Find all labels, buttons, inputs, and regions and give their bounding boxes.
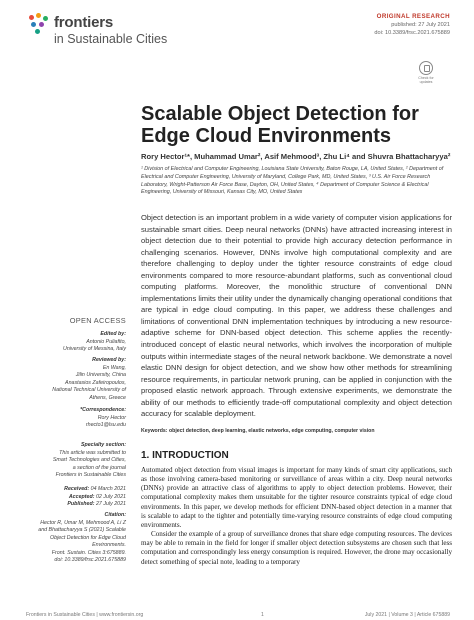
journal-logo[interactable] (26, 11, 168, 51)
keywords-list: object detection, deep learning, elastic networks, edge computing, computer vision (168, 428, 375, 434)
reviewer-line: Jilin University, China (75, 372, 126, 378)
citation-doi[interactable]: doi: 10.3389/frsc.2021.675889 (54, 557, 126, 563)
citation-line: Hector R, Umar M, Mehmood A, Li Z (40, 519, 126, 526)
citation-line: Front. Sustain. Cities 3:675889. (51, 549, 126, 556)
received-label: Received: (64, 486, 90, 492)
abstract: Object detection is an important problem in a wide variety of computer vision applications for sustainable smart cities. Deep neural networks (DNNs) have attracted increasing interest in object detection due to their potential to provide high accuracy detection performance in challenging scenarios. However, DNNs involve high computational complexity and are therefore challenging to deploy under the tighter resource constraints of edge cloud environments compared to more resource-abundant platforms, such as conventional cloud computing platforms. Moreover, the monolithic structure of conventional DNN implementations limits their utility under the dynamically changing operational conditions that are typical in edge cloud computing. In this paper, we address these challenges and limitations of conventional DNN implementation techniques by introducing a new resource-adaptive scheme for DNN-based object detection. This scheme applies the recently-introduced concept of elastic neural networks, which involves the incorporation of multiple outputs within intermediate stages of the neural network backbone. We demonstrate a novel elastic DNN design for object detection, and we show how other methods for streamlining resource requirements, in particular network pruning, can be applied in conjunction with the proposed elastic network approach. Through extensive experiments, we demonstrate the ability of our methods to efficiently trade-off computational complexity and object detection accuracy for scalable deployment. (141, 213, 452, 419)
keywords (141, 428, 452, 434)
accepted-date: 02 July 2021 (95, 493, 126, 500)
specialty-line: Smart Technologies and Cities, (52, 457, 126, 463)
editor-line: Antonio Puliafito, (86, 338, 126, 345)
footer-issue-info: July 2021 | Volume 3 | Article 675889 (364, 612, 450, 618)
specialty-label: Specialty section: (80, 442, 126, 448)
citation-line: and Bhattacharyya S (2021) Scalable (38, 527, 126, 533)
reviewer-line: Anastasios Zafeiropoulos, (65, 379, 126, 386)
open-access-label: OPEN ACCESS (69, 316, 126, 325)
frontiers-logo-icon (26, 13, 52, 39)
correspondent-email[interactable]: rhecto1@lsu.edu (85, 422, 126, 428)
specialty-line: a section of the journal (72, 464, 126, 471)
received-date: 04 March 2021 (90, 486, 126, 492)
reviewer-line: National Technical University of (52, 387, 126, 393)
citation (26, 512, 126, 565)
footer-journal-link[interactable]: Frontiers in Sustainable Cities | www.frontiersin.org (26, 612, 144, 618)
edited-by-label: Edited by: (100, 331, 126, 337)
correspondence (26, 407, 126, 430)
specialty-section (26, 442, 126, 480)
section-heading: 1. INTRODUCTION (141, 450, 229, 461)
journal-brand: frontiers (54, 14, 114, 31)
citation-label: Citation: (104, 512, 126, 518)
citation-line: Object Detection for Edge Cloud (50, 534, 126, 541)
affiliations: ¹ Division of Electrical and Computer Engineering, Louisiana State University, Baton Rouge, LA, United States, ² Department of Electrical and Computer Engineering, University of Maryland, College Park, MD, United States, ³ U.S. Air Force Research Laboratory, Wright-Patterson Air Force Base, Dayton, OH, United States, ⁴ Department of Computer Science & Electrical Engineering, University of Missouri, Kansas City, MO, United States (141, 166, 444, 196)
check-for-updates-button[interactable] (415, 61, 437, 87)
introduction-body (141, 466, 452, 567)
check-updates-label: Check for updates (418, 76, 434, 84)
reviewer-line: En Wang, (102, 364, 126, 371)
specialty-line: Frontiers in Sustainable Cities (55, 472, 126, 478)
reviewed-by-label: Reviewed by: (92, 357, 126, 363)
publication-date: published: 27 July 2021 (391, 22, 450, 28)
published-label: Published: (67, 501, 95, 507)
paragraph: Consider the example of a group of surveillance drones that share edge computing resources. The devices may be able to remain in the field for longer if smaller object detection subsystems are chosen such that less computation and correspondingly less energy consumption is required. However, the drone may occasionally detect something of special note, leading to a temporary (141, 530, 452, 566)
edited-by (26, 331, 126, 354)
correspondent-name: Rory Hector (97, 414, 126, 421)
dates (26, 486, 126, 509)
journal-name: in Sustainable Cities (54, 32, 168, 46)
reviewed-by (26, 357, 126, 402)
page-footer (26, 612, 450, 620)
article-type: ORIGINAL RESEARCH (376, 13, 450, 20)
specialty-line: This article was submitted to (59, 449, 126, 456)
accepted-label: Accepted: (68, 493, 95, 500)
correspondence-label: *Correspondence: (80, 407, 126, 413)
published-date: 27 July 2021 (95, 501, 126, 507)
reviewer-line: Athens, Greece (89, 394, 126, 401)
article-title: Scalable Object Detection for Edge Cloud Environments (141, 103, 419, 147)
keywords-label: Keywords: (141, 428, 168, 434)
editor-line: University of Messina, Italy (63, 346, 126, 352)
check-updates-icon (419, 61, 433, 75)
doi-link[interactable]: doi: 10.3389/frsc.2021.675889 (374, 30, 450, 36)
citation-line: Environments. (92, 542, 126, 548)
paragraph: Automated object detection from visual images is important for many kinds of smart city applications, such as those involving camera-based monitoring or surveillance of areas within a city. Deep neural networks (DNNs) provide an attractive class of algorithms to apply to object detection problems. However, their computational complexity makes them unsuitable for the tighter resource constraints typical of edge cloud environments. In this paper, we develop methods for efficient DNN-based object detection in a manner that is scalable to adapt to the tighter and potentially time-varying resource constraints of edge cloud computing environments. (141, 466, 452, 529)
page-number: 1 (261, 612, 264, 618)
author-list: Rory Hector¹*, Muhammad Umar², Asif Mehmood³, Zhu Li⁴ and Shuvra Bhattacharyya² (141, 152, 451, 161)
